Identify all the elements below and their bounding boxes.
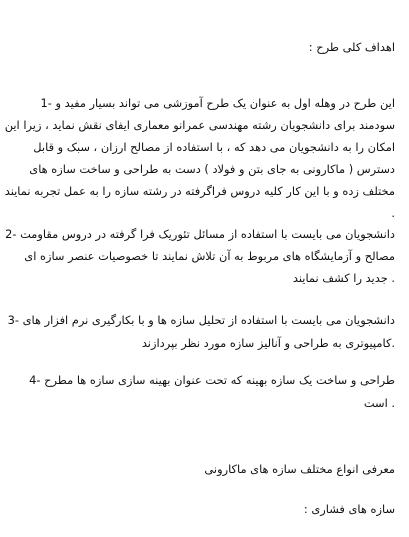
section-heading-objectives: اهداف کلی طرح : [308,40,395,54]
item2-line-2: مصالح و آزمایشگاه های مربوط به آن تلاش نمایند تا خصوصیات عنصر سازه ای [24,249,395,263]
item1-line-2: سودمند برای دانشجویان رشته مهندسی عمرانو معماری ایفای نقش نماید ، زیرا این [4,118,395,132]
section-heading-compression: سازه های فشاری : [303,502,395,516]
item2-line-3: . جدید را کشف نمایند [292,271,395,285]
item1-line-3: امکان را به دانشجویان می دهد که ، با استفاده از مصالح ارزان ، سبک و قابل [33,140,395,154]
section-heading-intro: معرفی انواع مختلف سازه های ماکارونی [204,462,395,476]
item1-line-6: . [391,206,395,220]
item3-line-2: .کامپیوتری به طراحی و آنالیز سازه مورد نظر بپردازند [141,336,395,350]
item4-line-2: . است [363,396,395,410]
item1-line-5: مختلف زده و با این کار کلیه دروس فراگرفته در رشته سازه را به عمل تجربه نمایند [4,184,395,198]
item4-line-1: طراحی و ساخت یک سازه بهینه که تحت عنوان بهینه سازی سازه ها مطرح -4 [29,373,395,387]
item1-line-1: این طرح در وهله اول به عنوان یک طرح آموزشی می تواند بسیار مفید و -1 [40,96,395,110]
item3-line-1: دانشجویان می بایست با استفاده از تحلیل سازه ها و با بکارگیری نرم افزار های -3 [7,313,395,327]
item1-line-4: دسترس ( ماکارونی به جای بتن و فولاد ) دست به طراحی و ساخت سازه های [29,162,395,176]
item2-line-1: دانشجویان می بایست با استفاده از مسائل تئوریک فرا گرفته در دروس مقاومت -2 [5,227,395,241]
